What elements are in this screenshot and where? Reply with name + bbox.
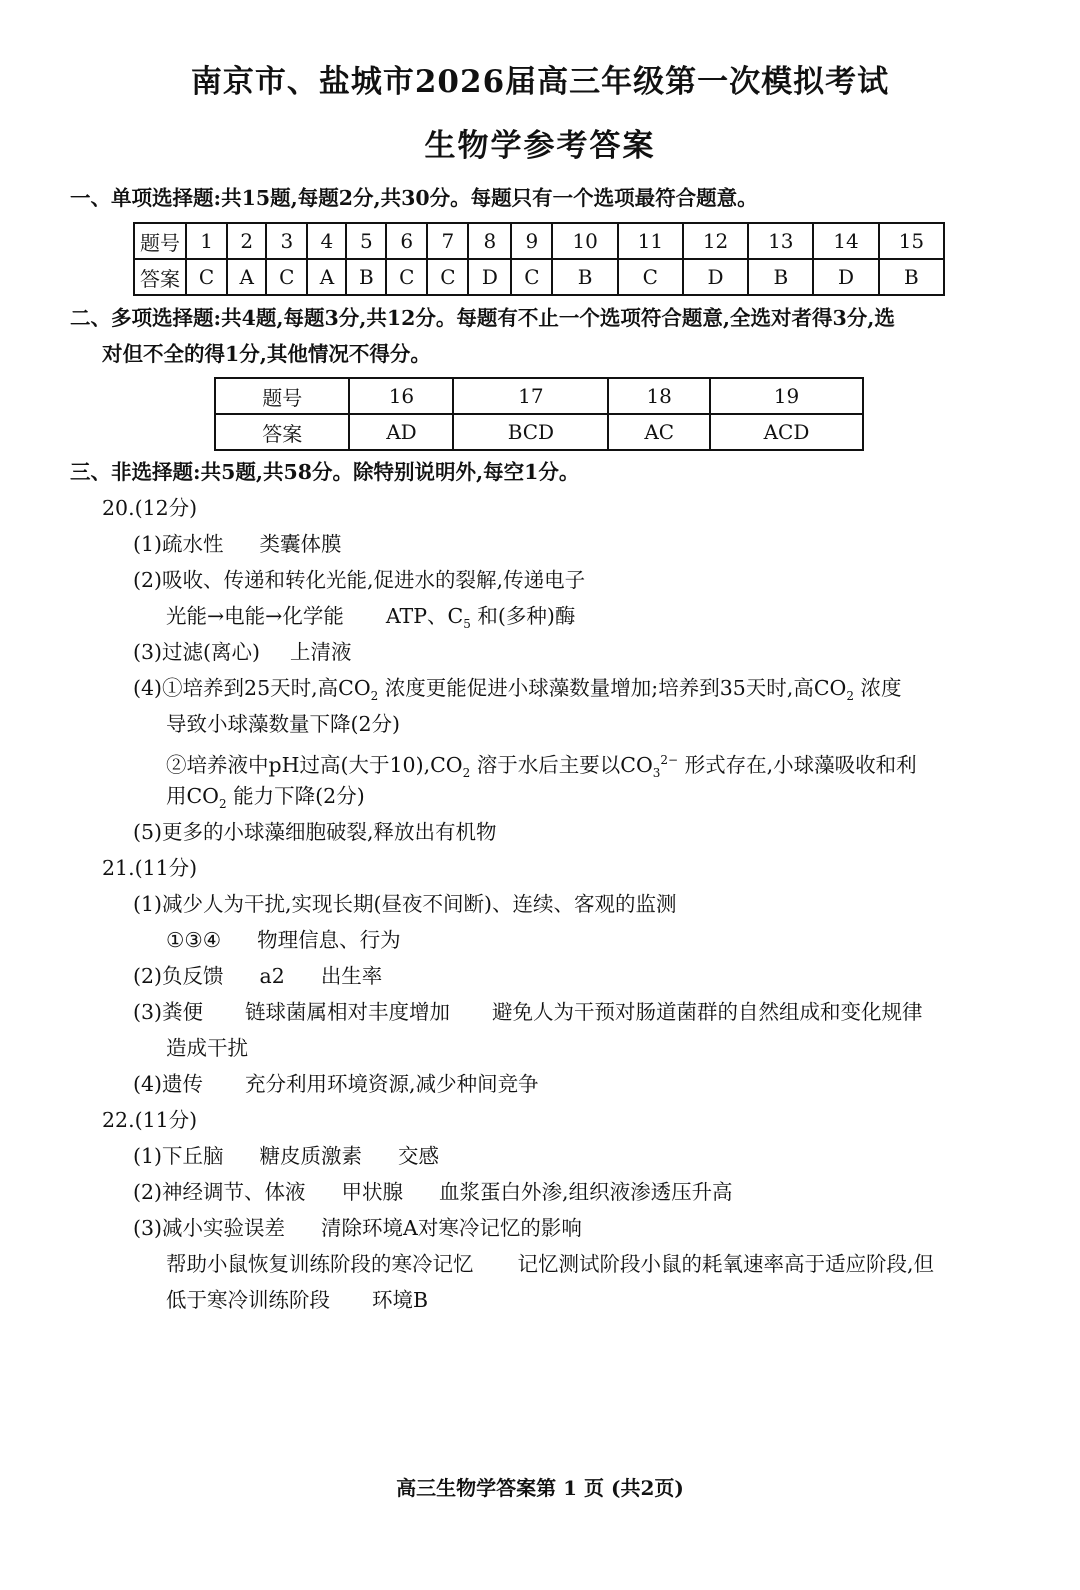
- single-choice-answer-cell: C: [511, 259, 552, 295]
- single-choice-answer-cell: A: [307, 259, 346, 295]
- section2-heading-line2: 对但不全的得1分,其他情况不得分。: [102, 342, 431, 366]
- single-choice-answer-cell: B: [748, 259, 813, 295]
- single-choice-answer-cell: C: [186, 259, 227, 295]
- multi-choice-question-cell: 16: [349, 378, 453, 414]
- q21-answer-2: (2)负反馈 a2 出生率: [133, 964, 383, 988]
- single-choice-question-cell: 6: [386, 223, 427, 259]
- q21-answer-3-cont: 造成干扰: [166, 1036, 248, 1060]
- single-choice-question-cell: 10: [552, 223, 617, 259]
- q20-answer-3: (3)过滤(离心) 上清液: [133, 640, 352, 664]
- single-choice-answer-cell: D: [683, 259, 748, 295]
- single-choice-answer-cell: C: [386, 259, 427, 295]
- q20-answer-4a: (4)①培养到25天时,高$CO_2$ 浓度更能促进小球藻数量增加;培养到35天时,高$CO_2$ 浓度: [133, 676, 902, 704]
- q20-answer-4b-cont: 用$CO_2$ 能力下降(2分): [166, 784, 365, 812]
- q20-answer-5: (5)更多的小球藻细胞破裂,释放出有机物: [133, 820, 497, 844]
- multi-choice-question-row: [215, 378, 863, 414]
- single-choice-answer-cell: B: [346, 259, 386, 295]
- single-choice-question-cell: 13: [748, 223, 813, 259]
- single-choice-answer-row: [134, 259, 944, 295]
- section1-heading: 一、单项选择题:共15题,每题2分,共30分。每题只有一个选项最符合题意。: [70, 186, 758, 210]
- page-footer: 高三生物学答案第 1 页 (共2页): [396, 1476, 684, 1500]
- single-choice-question-cell: 4: [307, 223, 346, 259]
- q20-answer-2: (2)吸收、传递和转化光能,促进水的裂解,传递电子: [133, 568, 586, 592]
- q20-answer-1: (1)疏水性 类囊体膜: [133, 532, 342, 556]
- single-choice-answer-cell: B: [552, 259, 617, 295]
- multi-choice-question-label: 题号: [215, 378, 349, 414]
- multi-choice-answer-cell: AC: [608, 414, 710, 450]
- single-choice-answer-cell: D: [813, 259, 878, 295]
- multi-choice-question-cell: 17: [453, 378, 608, 414]
- q20-title: 20.(12分): [102, 496, 198, 520]
- section3-heading: 三、非选择题:共5题,共58分。除特别说明外,每空1分。: [70, 460, 580, 484]
- single-choice-answer-cell: D: [468, 259, 511, 295]
- single-choice-question-cell: 15: [879, 223, 944, 259]
- single-choice-answer-cell: C: [266, 259, 307, 295]
- q21-answer-4: (4)遗传 充分利用环境资源,减少种间竞争: [133, 1072, 539, 1096]
- q22-answer-2: (2)神经调节、体液 甲状腺 血浆蛋白外渗,组织液渗透压升高: [133, 1180, 733, 1204]
- single-choice-question-cell: 2: [227, 223, 266, 259]
- single-choice-answer-cell: A: [227, 259, 266, 295]
- single-choice-answer-cell: C: [427, 259, 468, 295]
- q20-answer-4b: ②培养液中pH过高(大于$10),CO_2$ 溶于水后主要以$CO_3^{2-}$ 形式存在,小球藻吸收和利: [166, 752, 917, 780]
- single-choice-question-cell: 1: [186, 223, 227, 259]
- page-title: 南京市、盐城市2026届高三年级第一次模拟考试: [190, 64, 890, 100]
- multi-choice-answer-label: 答案: [215, 414, 349, 450]
- multi-choice-question-cell: 18: [608, 378, 710, 414]
- multi-choice-question-cell: 19: [710, 378, 863, 414]
- q22-answer-3: (3)减小实验误差 清除环境A对寒冷记忆的影响: [133, 1216, 582, 1240]
- q21-title: 21.(11分): [102, 856, 198, 880]
- page-subtitle: 生物学参考答案: [424, 128, 656, 164]
- multi-choice-answer-cell: AD: [349, 414, 453, 450]
- q22-answer-3-cont1: 帮助小鼠恢复训练阶段的寒冷记忆 记忆测试阶段小鼠的耗氧速率高于适应阶段,但: [166, 1252, 935, 1276]
- q21-answer-1-cont: ①③④ 物理信息、行为: [166, 928, 401, 952]
- single-choice-answer-cell: B: [879, 259, 944, 295]
- multi-choice-answer-cell: BCD: [453, 414, 608, 450]
- q22-answer-1: (1)下丘脑 糖皮质激素 交感: [133, 1144, 440, 1168]
- single-choice-question-cell: 9: [511, 223, 552, 259]
- section2-heading-line1: 二、多项选择题:共4题,每题3分,共12分。每题有不止一个选项符合题意,全选对者得3分,选: [70, 306, 895, 330]
- q21-answer-3: (3)粪便 链球菌属相对丰度增加 避免人为干预对肠道菌群的自然组成和变化规律: [133, 1000, 923, 1024]
- single-choice-question-cell: 8: [468, 223, 511, 259]
- single-choice-answer-table: [133, 222, 945, 296]
- q20-answer-4a-cont: 导致小球藻数量下降(2分): [166, 712, 401, 736]
- single-choice-answer-cell: C: [618, 259, 683, 295]
- q20-answer-2-cont: 光能→电能→化学能 ATP、$C_5$ 和(多种)酶: [166, 604, 576, 632]
- q21-answer-1: (1)减少人为干扰,实现长期(昼夜不间断)、连续、客观的监测: [133, 892, 677, 916]
- single-choice-answer-label: 答案: [134, 259, 186, 295]
- single-choice-question-label: 题号: [134, 223, 186, 259]
- q22-title: 22.(11分): [102, 1108, 198, 1132]
- multi-choice-answer-table: [214, 377, 864, 451]
- single-choice-question-cell: 14: [813, 223, 878, 259]
- single-choice-question-cell: 7: [427, 223, 468, 259]
- multi-choice-answer-cell: ACD: [710, 414, 863, 450]
- single-choice-question-row: [134, 223, 944, 259]
- single-choice-question-cell: 12: [683, 223, 748, 259]
- single-choice-question-cell: 3: [266, 223, 307, 259]
- single-choice-question-cell: 11: [618, 223, 683, 259]
- q22-answer-3-cont2: 低于寒冷训练阶段 环境B: [166, 1288, 429, 1312]
- single-choice-question-cell: 5: [346, 223, 386, 259]
- multi-choice-answer-row: [215, 414, 863, 450]
